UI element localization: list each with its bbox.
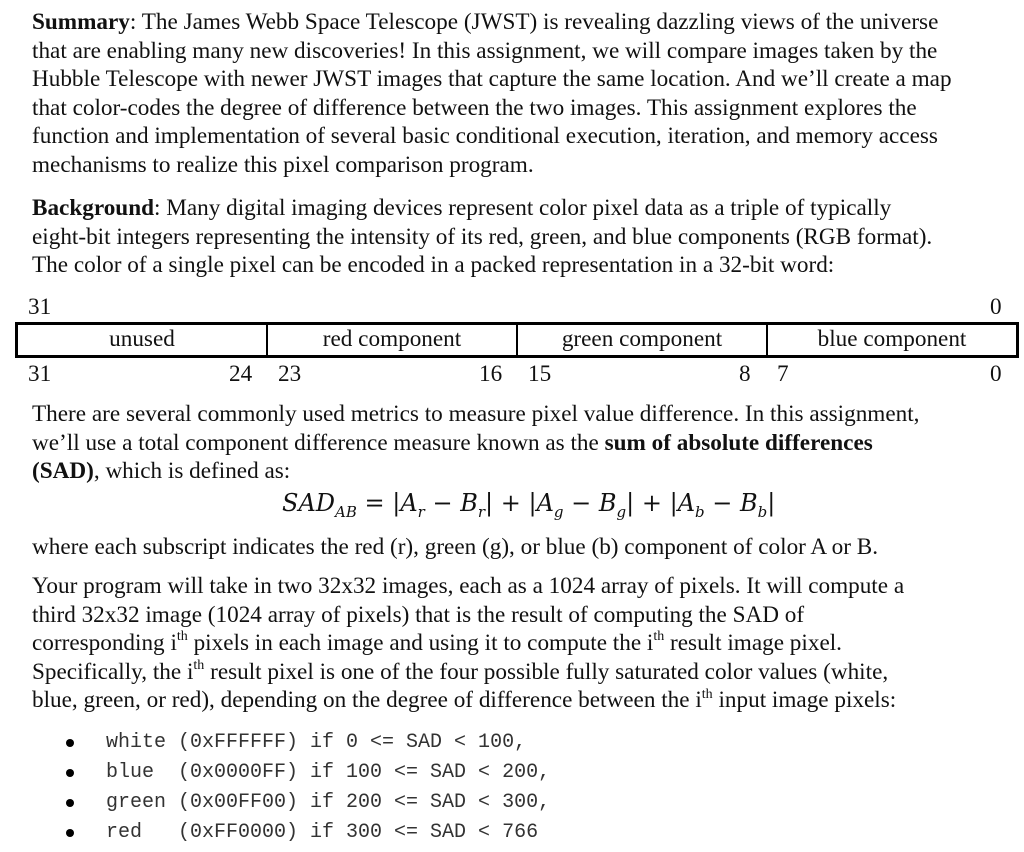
- bit-number: 7: [777, 361, 789, 387]
- program-paragraph: Your program will take in two 32x32 images, each as a 1024 array of pixels. It will compute a third 32x32 image (1024 array of pixels) that is the result of computing the SAD of corresponding $i^{th}$ pixels in each image and using it to compute the $i^{th}$ result image pixel. Specifically, the $i^{th}$ result pixel is one of the four possible fully saturated color values (white, blue, green, or red), depending on the degree of difference between the $i^{th}$ input image pixels:: [32, 573, 905, 714]
- bit-number-top-left: 31: [28, 294, 52, 320]
- bit-number: 23: [278, 361, 302, 387]
- bit-number: 0: [990, 361, 1002, 387]
- bullet-icon: [66, 769, 74, 777]
- bullet-icon: [66, 829, 74, 837]
- bullet-icon: [66, 739, 74, 747]
- summary-label: Summary: [32, 9, 130, 35]
- bit-number: 16: [479, 361, 503, 387]
- background-label: Background: [32, 195, 154, 221]
- sad-abbrev: (SAD): [32, 458, 94, 485]
- bit-number: 8: [739, 361, 751, 387]
- bit-number: 15: [528, 361, 552, 387]
- bit-field-unused: unused: [18, 325, 268, 355]
- bit-field-red: red component: [268, 325, 518, 355]
- summary-paragraph: Summary: The James Webb Space Telescope (JWST) is revealing dazzling views of the universe that are enabling many new discoveries! In this assignment, we will compare images taken by the Hubble Telescope with newer JWST images that capture the same location. And we’ll create a map that color-codes the degree of difference between the two images. This assignment explores the function and implementation of several basic conditional execution, iteration, and memory access mechanisms to realize this pixel comparison program.: [32, 9, 952, 178]
- bit-number: 31: [28, 361, 52, 387]
- metrics-paragraph: There are several commonly used metrics to measure pixel value difference. In this assignment, we’ll use a total component difference measure known as the sum of absolute differences (SAD), which is defined as:: [32, 401, 920, 485]
- bit-field-blue: blue component: [817, 326, 967, 352]
- sad-formula: $SAD_{AB} = |A_r - B_r| + |A_g - B_g| + |A_b - B_b|$: [282, 489, 776, 521]
- bullet-icon: [66, 799, 74, 807]
- bit-number: 24: [229, 361, 253, 387]
- bit-number-top-right: 0: [990, 294, 1002, 320]
- bit-field-box: [15, 322, 1019, 358]
- bit-field-green: green component: [518, 325, 768, 355]
- sad-term: sum of absolute differences: [604, 429, 873, 456]
- where-line: where each subscript indicates the red (r), green (g), or blue (b) component of color A or B.: [32, 534, 879, 560]
- background-paragraph: Background: Many digital imaging devices represent color pixel data as a triple of typically eight-bit integers representing the intensity of its red, green, and blue components (RGB format). The color of a single pixel can be encoded in a packed representation in a 32-bit word:: [32, 195, 933, 279]
